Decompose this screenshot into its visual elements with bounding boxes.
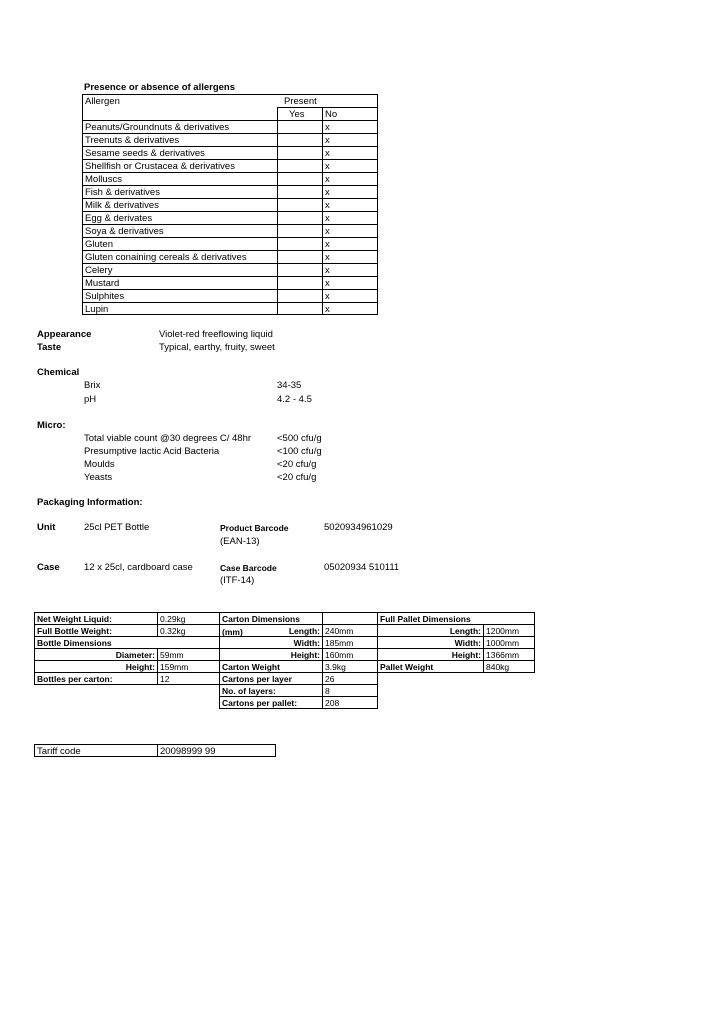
appearance-value: Violet-red freeflowing liquid bbox=[159, 329, 273, 340]
allergen-no-mark: x bbox=[325, 187, 330, 198]
allergen-name: Soya & derivatives bbox=[85, 226, 164, 237]
pallet-width-value: 1000mm bbox=[483, 636, 535, 649]
net-weight-value: 0.29kg bbox=[157, 612, 220, 625]
tariff-row bbox=[34, 744, 276, 757]
yes-column-header: Yes bbox=[289, 109, 305, 120]
allergen-column-header: Allergen bbox=[85, 96, 120, 107]
allergen-name: Sesame seeds & derivatives bbox=[85, 148, 205, 159]
allergen-name: Mustard bbox=[85, 278, 120, 289]
present-column-header: Present bbox=[284, 96, 317, 107]
unit-value: 25cl PET Bottle bbox=[84, 522, 150, 533]
specification-grid bbox=[34, 612, 535, 721]
product-barcode-value: 5020934961029 bbox=[324, 522, 393, 533]
pallet-length-value: 1200mm bbox=[483, 624, 535, 637]
tariff-value: 20098999 99 bbox=[157, 744, 276, 757]
chemical-heading: Chemical bbox=[37, 367, 80, 378]
brix-value: 34-35 bbox=[277, 380, 302, 391]
pallet-length-label: Length: bbox=[377, 624, 484, 637]
allergen-no-mark: x bbox=[325, 148, 330, 159]
allergen-name: Treenuts & derivatives bbox=[85, 135, 180, 146]
bottle-height-label: Height: bbox=[34, 660, 158, 673]
case-barcode-label: Case Barcode bbox=[220, 563, 277, 573]
pallet-weight-value: 840kg bbox=[483, 660, 535, 673]
unit-label: Unit bbox=[37, 522, 56, 533]
allergen-no-mark: x bbox=[325, 252, 330, 263]
tvc-label: Total viable count @30 degrees C/ 48hr bbox=[84, 433, 252, 444]
allergen-name: Shellfish or Crustacea & derivatives bbox=[85, 161, 235, 172]
allergen-no-mark: x bbox=[325, 161, 330, 172]
allergen-name: Sulphites bbox=[85, 291, 125, 302]
carton-length-value: 240mm bbox=[322, 624, 378, 637]
allergen-name: Celery bbox=[85, 265, 113, 276]
allergen-name: Lupin bbox=[85, 304, 109, 315]
allergen-no-mark: x bbox=[325, 213, 330, 224]
taste-value: Typical, earthy, fruity, sweet bbox=[159, 342, 275, 353]
allergen-no-mark: x bbox=[325, 239, 330, 250]
diameter-value: 59mm bbox=[157, 648, 220, 661]
case-value: 12 x 25cl, cardboard case bbox=[84, 562, 193, 573]
pallet-height-value: 1366mm bbox=[483, 648, 535, 661]
carton-dimensions-label: Carton Dimensions (mm) bbox=[219, 612, 323, 625]
allergen-no-mark: x bbox=[325, 291, 330, 302]
yeasts-value: <20 cfu/g bbox=[277, 472, 317, 483]
allergen-no-mark: x bbox=[325, 304, 330, 315]
allergen-no-mark: x bbox=[325, 174, 330, 185]
lactic-label: Presumptive lactic Acid Bacteria bbox=[84, 446, 220, 457]
micro-heading: Micro: bbox=[37, 420, 66, 431]
appearance-label: Appearance bbox=[37, 329, 92, 340]
brix-label: Brix bbox=[84, 380, 101, 391]
packaging-heading: Packaging Information: bbox=[37, 497, 143, 508]
tariff-label: Tariff code bbox=[34, 744, 158, 757]
allergen-name: Fish & derivatives bbox=[85, 187, 160, 198]
allergen-no-mark: x bbox=[325, 122, 330, 133]
pallet-weight-label: Pallet Weight bbox=[377, 660, 484, 673]
allergen-name: Egg & derivates bbox=[85, 213, 153, 224]
product-barcode-label: Product Barcode bbox=[220, 523, 289, 533]
allergen-title: Presence or absence of allergens bbox=[84, 82, 236, 93]
bottles-per-carton-value: 12 bbox=[157, 672, 220, 685]
layers-value: 8 bbox=[322, 684, 378, 697]
allergen-name: Gluten conaining cereals & derivatives bbox=[85, 252, 247, 263]
diameter-label: Diameter: bbox=[34, 648, 158, 661]
yeasts-label: Yeasts bbox=[84, 472, 113, 483]
layers-label: No. of layers: bbox=[219, 684, 323, 697]
ph-label: pH bbox=[84, 394, 97, 405]
allergen-no-mark: x bbox=[325, 200, 330, 211]
carton-width-value: 185mm bbox=[322, 636, 378, 649]
allergen-no-mark: x bbox=[325, 226, 330, 237]
allergen-table bbox=[82, 94, 378, 315]
carton-weight-value: 3.9kg bbox=[322, 660, 378, 673]
pallet-dimensions-label: Full Pallet Dimensions bbox=[377, 612, 535, 625]
pallet-height-label: Height: bbox=[377, 648, 484, 661]
cartons-per-pallet-label: Cartons per pallet: bbox=[219, 696, 323, 709]
case-label: Case bbox=[37, 562, 60, 573]
cartons-per-pallet-value: 208 bbox=[322, 696, 378, 709]
allergen-no-mark: x bbox=[325, 278, 330, 289]
carton-height-label: Height: bbox=[219, 648, 323, 661]
carton-width-label: Width: bbox=[219, 636, 323, 649]
allergen-no-mark: x bbox=[325, 265, 330, 276]
lactic-value: <100 cfu/g bbox=[277, 446, 322, 457]
no-column-header: No bbox=[325, 109, 338, 120]
moulds-value: <20 cfu/g bbox=[277, 459, 317, 470]
carton-length-label: Length: bbox=[219, 624, 323, 637]
net-weight-label: Net Weight Liquid: bbox=[34, 612, 158, 625]
carton-weight-label: Carton Weight bbox=[219, 660, 323, 673]
case-barcode-type: (ITF-14) bbox=[220, 575, 255, 586]
cartons-per-layer-value: 26 bbox=[322, 672, 378, 685]
ph-value: 4.2 - 4.5 bbox=[277, 394, 312, 405]
allergen-name: Peanuts/Groundnuts & derivatives bbox=[85, 122, 230, 133]
allergen-no-mark: x bbox=[325, 135, 330, 146]
taste-label: Taste bbox=[37, 342, 62, 353]
allergen-name: Molluscs bbox=[85, 174, 122, 185]
allergen-name: Milk & derivatives bbox=[85, 200, 159, 211]
allergen-row bbox=[83, 303, 377, 316]
bottles-per-carton-label: Bottles per carton: bbox=[34, 672, 158, 685]
tvc-value: <500 cfu/g bbox=[277, 433, 322, 444]
carton-height-value: 160mm bbox=[322, 648, 378, 661]
allergen-name: Gluten bbox=[85, 239, 113, 250]
full-bottle-weight-value: 0.32kg bbox=[157, 624, 220, 637]
product-barcode-type: (EAN-13) bbox=[220, 536, 260, 547]
moulds-label: Moulds bbox=[84, 459, 115, 470]
full-bottle-weight-label: Full Bottle Weight: bbox=[34, 624, 158, 637]
cartons-per-layer-label: Cartons per layer bbox=[219, 672, 323, 685]
case-barcode-value: 05020934 510111 bbox=[324, 562, 400, 573]
bottle-dimensions-label: Bottle Dimensions bbox=[34, 636, 220, 649]
pallet-width-label: Width: bbox=[377, 636, 484, 649]
bottle-height-value: 159mm bbox=[157, 660, 220, 673]
